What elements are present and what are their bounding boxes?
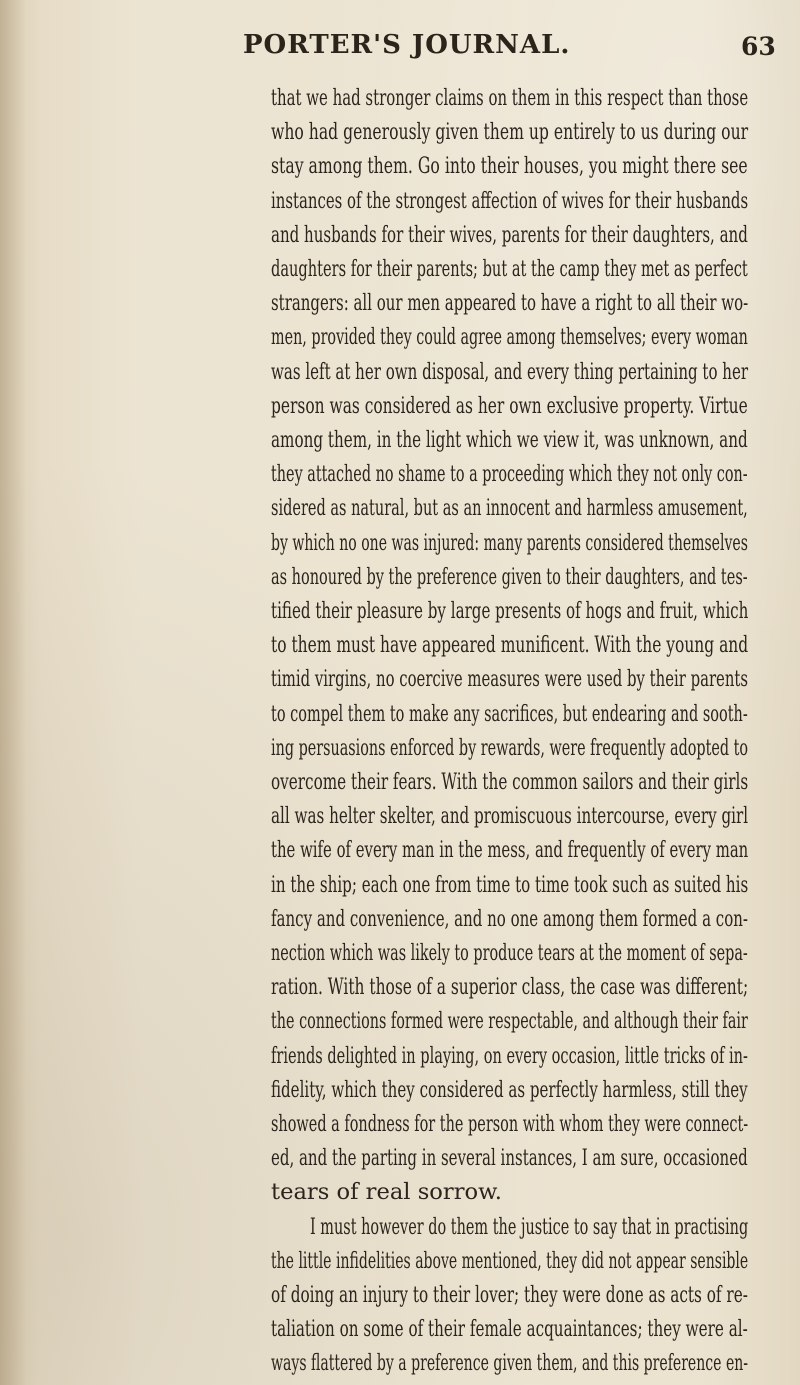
- text-line: friends delighted in playing, on every occasion, little tricks of in-: [271, 1043, 748, 1069]
- text-line: and husbands for their wives, parents for their daughters, and: [271, 222, 748, 248]
- text-line: that we had stronger claims on them in this respect than those: [271, 85, 749, 111]
- text-line: to them must have appeared munificent. With the young and: [271, 632, 749, 658]
- text-line: daughters for their parents; but at the camp they met as perfect: [271, 256, 748, 282]
- text-line: tified their pleasure by large presents of hogs and fruit, which: [271, 598, 749, 624]
- text-line: in the ship; each one from time to time took such as suited his: [271, 872, 749, 898]
- text-line: instances of the strongest affection of wives for their husbands: [271, 188, 749, 214]
- text-line: fidelity, which they considered as perfectly harmless, still they: [271, 1077, 748, 1103]
- text-line: men, provided they could agree among themselves; every woman: [271, 324, 748, 350]
- text-line: showed a fondness for the person with whom they were connect-: [271, 1111, 749, 1137]
- text-line: overcome their fears. With the common sailors and their girls: [271, 769, 749, 795]
- text-line: the little infidelities above mentioned, they did not appear sensible: [271, 1248, 749, 1274]
- text-line: among them, in the light which we view it, was unknown, and: [271, 427, 748, 453]
- text-line: ing persuasions enforced by rewards, were frequently adopted to: [271, 735, 749, 761]
- text-line: to compel them to make any sacrifices, but endearing and sooth-: [271, 701, 748, 727]
- text-line: nection which was likely to produce tears at the moment of sepa-: [271, 940, 748, 966]
- text-line: fancy and convenience, and no one among them formed a con-: [271, 906, 748, 932]
- text-line: was left at her own disposal, and every thing pertaining to her: [271, 359, 749, 385]
- text-line: taliation on some of their female acquaintances; they were al-: [271, 1316, 748, 1342]
- text-line: the connections formed were respectable, and although their fair: [271, 1008, 748, 1034]
- text-line: ed, and the parting in several instances, I am sure, occasioned: [271, 1145, 748, 1171]
- text-line: ration. With those of a superior class, the case was different;: [271, 974, 749, 1000]
- text-line: they attached no shame to a proceeding which they not only con-: [271, 461, 748, 487]
- text-line: by which no one was injured: many parents considered themselves: [271, 530, 748, 556]
- text-line: stay among them. Go into their houses, you might there see: [271, 153, 748, 179]
- text-line: who had generously given them up entirely to us during our: [271, 119, 749, 145]
- text-line: strangers: all our men appeared to have a right to all their wo-: [271, 290, 749, 316]
- text-line: of doing an injury to their lover; they were done as acts of re-: [271, 1282, 748, 1308]
- text-line: tears of real sorrow.: [271, 1179, 502, 1205]
- text-line: ways flattered by a preference given them, and this preference en-: [271, 1350, 749, 1376]
- text-line: sidered as natural, but as an innocent and harmless amusement,: [271, 495, 748, 521]
- running-title: PORTER'S JOURNAL.: [243, 30, 571, 60]
- text-line: person was considered as her own exclusive property. Virtue: [271, 393, 748, 419]
- text-line: the wife of every man in the mess, and frequently of every man: [271, 837, 749, 863]
- text-line: I must however do them the justice to say that in practising: [310, 1214, 749, 1240]
- text-line: timid virgins, no coercive measures were used by their parents: [271, 666, 749, 692]
- page-gutter-shadow: [0, 0, 26, 1385]
- page-header: [0, 30, 800, 70]
- text-line: all was helter skelter, and promiscuous intercourse, every girl: [271, 803, 749, 829]
- page-number: 63: [741, 32, 776, 61]
- text-line: as honoured by the preference given to their daughters, and tes-: [271, 564, 748, 590]
